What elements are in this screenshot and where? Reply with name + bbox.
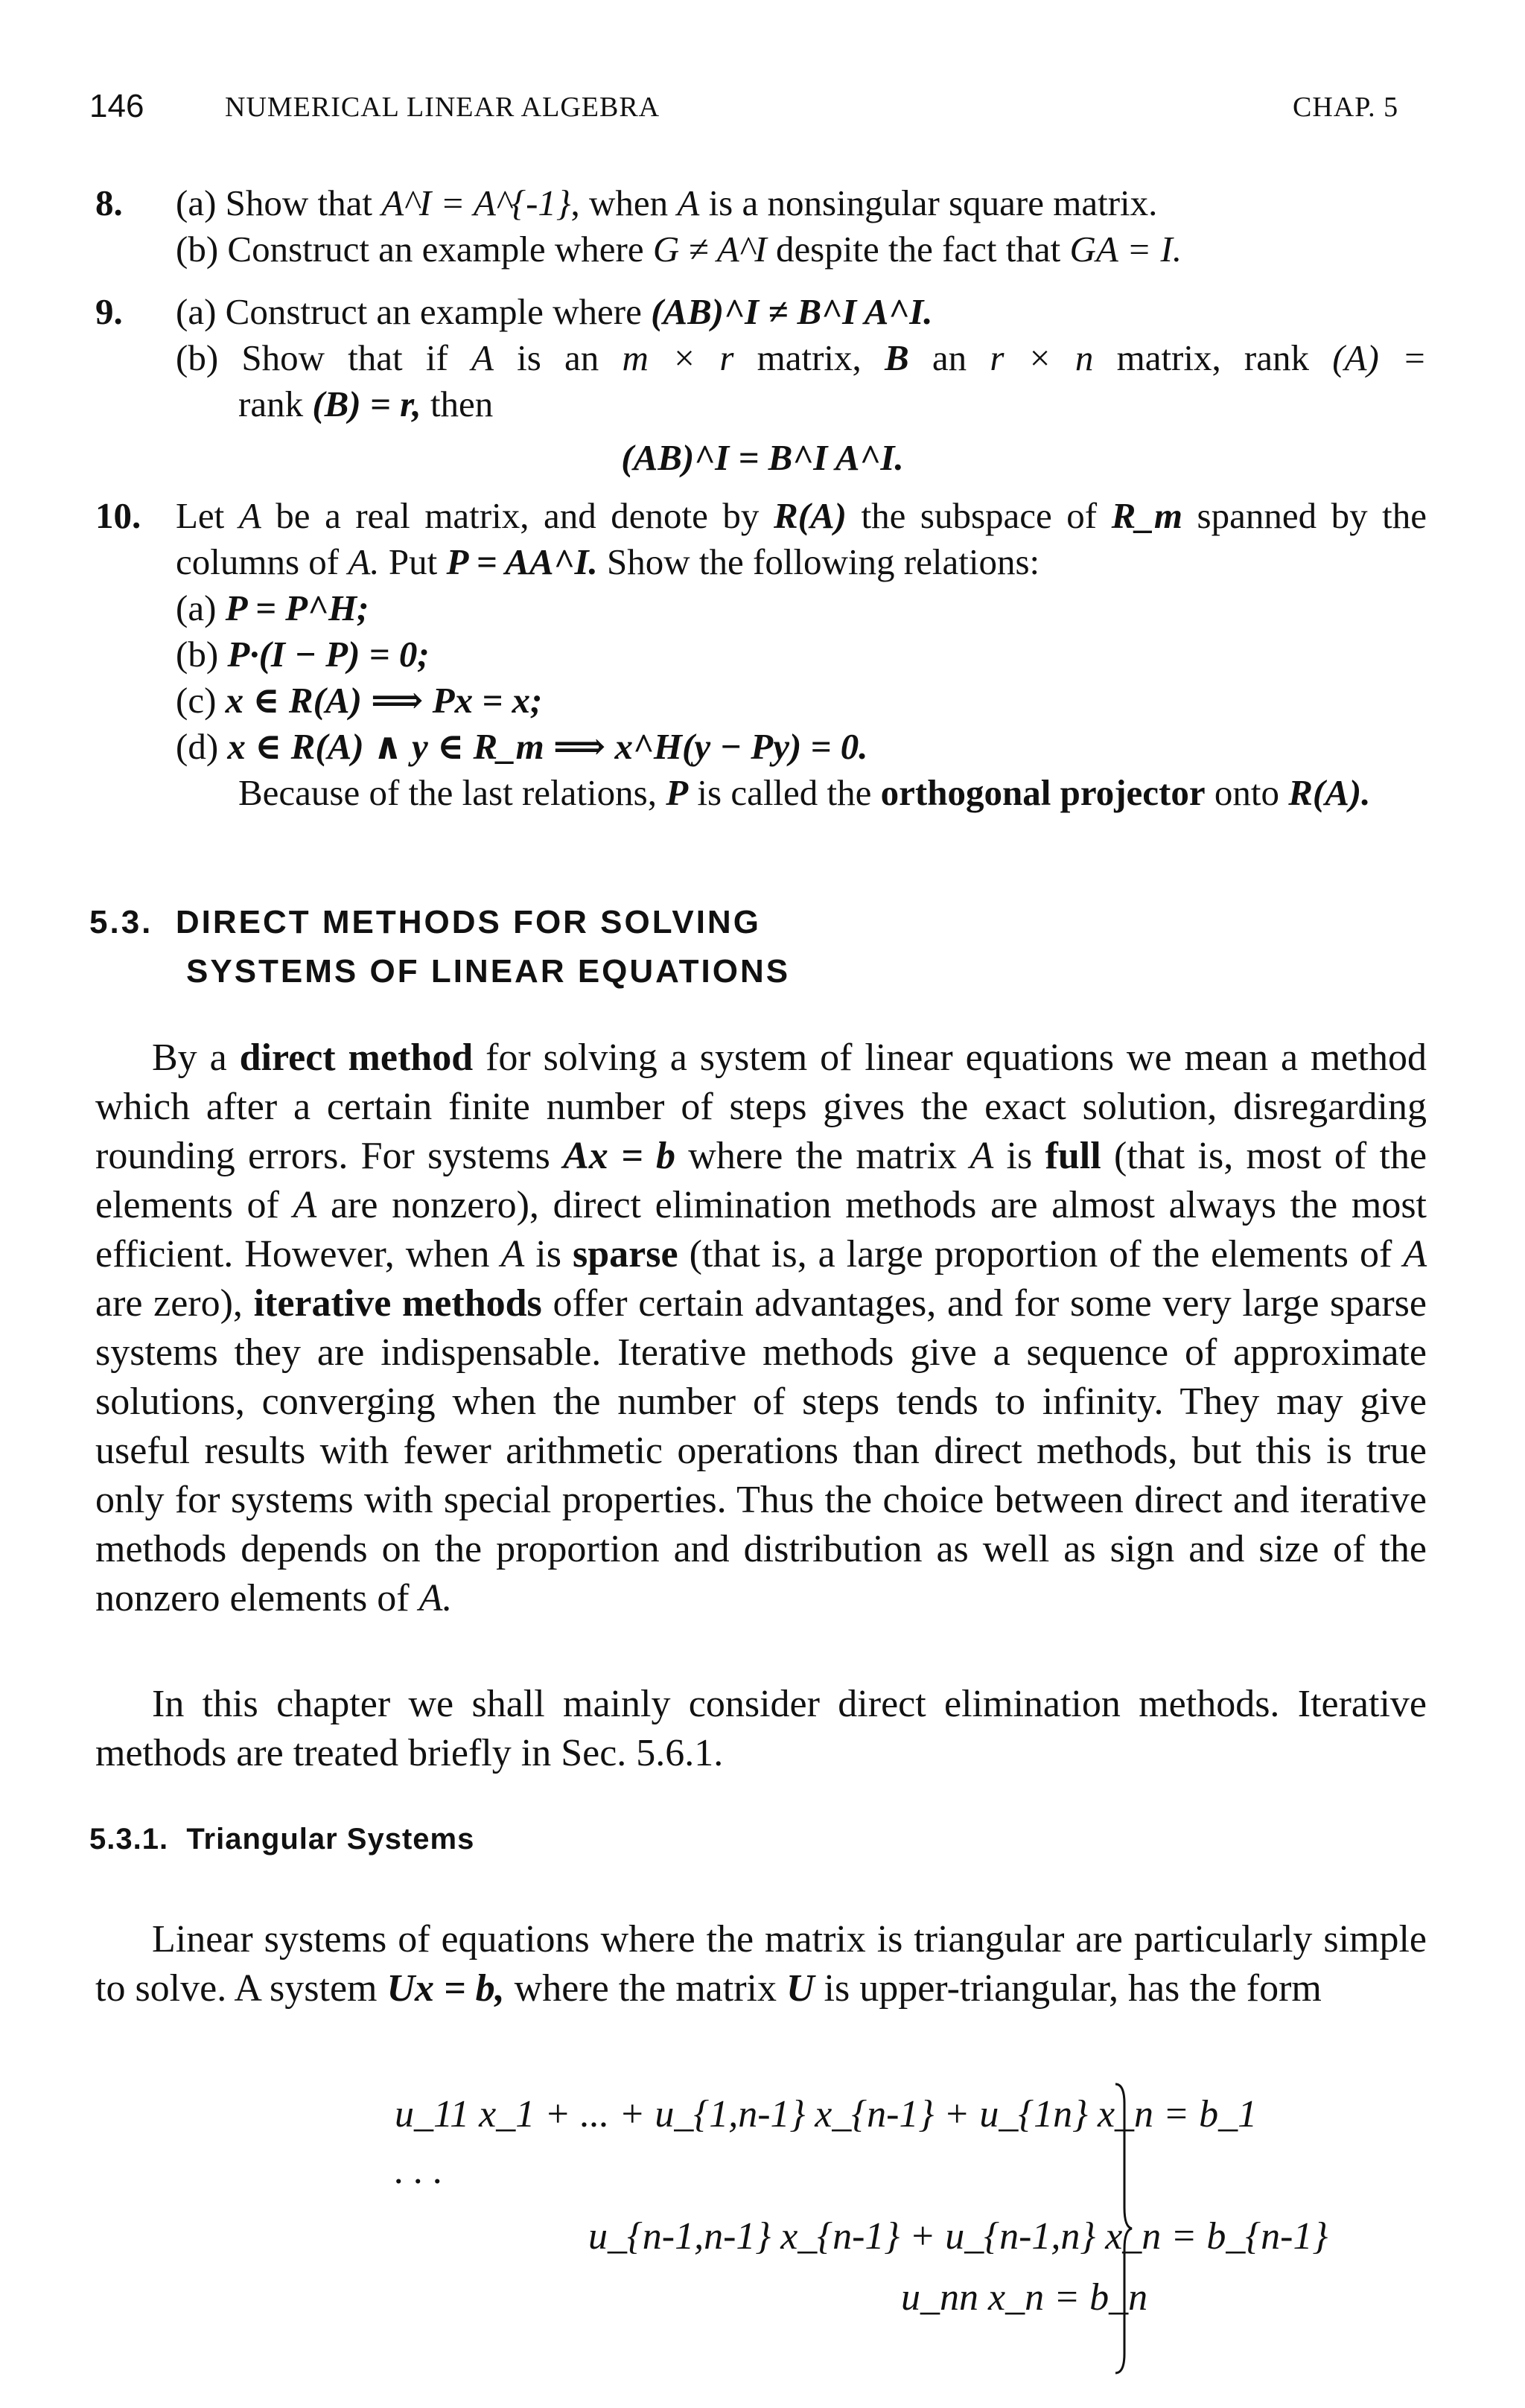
running-title: NUMERICAL LINEAR ALGEBRA bbox=[225, 92, 660, 123]
subsection-title: Triangular Systems bbox=[186, 1823, 475, 1856]
subsection-number: 5.3.1. bbox=[89, 1823, 169, 1856]
exercise-number: 8. bbox=[95, 182, 123, 223]
equation-row-1: u_11 x_1 + ... + u_{1,n-1} x_{n-1} + u_{1n} x_n = b_1 bbox=[395, 2093, 1258, 2135]
subsection-heading bbox=[89, 1823, 474, 1856]
exercise-10: 10. bbox=[95, 495, 141, 536]
exercise-10-intro-line2: columns of A. Put P = AA^I. Show the following relations: bbox=[176, 541, 1040, 582]
section-heading bbox=[89, 898, 790, 996]
math-inline: A^I = A^{-1} bbox=[381, 182, 571, 223]
exercise-8a: (a) Show that A^I = A^{-1}, when A is a nonsingular square matrix. bbox=[176, 182, 1158, 223]
section-title: DIRECT METHODS FOR SOLVING bbox=[175, 904, 761, 940]
exercise-8b: (b) Construct an example where G ≠ A^I despite the fact that GA = I. bbox=[176, 229, 1182, 270]
exercise-9: 9. bbox=[95, 291, 123, 332]
term-sparse: sparse bbox=[573, 1233, 678, 1275]
term-full: full bbox=[1045, 1135, 1101, 1177]
chapter-label: CHAP. 5 bbox=[1293, 92, 1399, 123]
section-title-line2: SYSTEMS OF LINEAR EQUATIONS bbox=[186, 953, 791, 990]
exercise-9b-line2: rank (B) = r, then bbox=[238, 383, 494, 424]
right-brace bbox=[1112, 2081, 1135, 2376]
page-number: 146 bbox=[89, 88, 144, 124]
equation-row-4: u_nn x_n = b_n bbox=[901, 2276, 1148, 2319]
term-direct-method: direct method bbox=[239, 1036, 474, 1079]
section-number: 5.3. bbox=[89, 904, 153, 940]
paragraph-direct-methods: By a direct method for solving a system of linear equations we mean a method which after a certain finite number of steps gives the exact solution, disregarding rounding errors. For systems Ax = b where the matrix A is full (that is, most of the elements of A are nonzero), direct elimination methods are almost always the most efficient. However, when A is sparse (that is, a large proportion of the elements of A are zero), iterative methods offer certain advantages, and for some very large sparse systems they are indispensable. Iterative methods give a sequence of approximate solutions, converging when the number of steps tends to infinity. They may give useful results with fewer arithmetic operations than direct methods, but this is true only for systems with special properties. Thus the choice between direct and iterative methods depends on the proportion and distribution as well as sign and size of the nonzero elements of A. bbox=[95, 1036, 1427, 1619]
equation-row-3: u_{n-1,n-1} x_{n-1} + u_{n-1,n} x_n = b_{n-1} bbox=[588, 2215, 1328, 2258]
paragraph-triangular: Linear systems of equations where the matrix is triangular are particularly simple to solve. A system Ux = b, where the matrix U is upper-triangular, has the form bbox=[95, 1918, 1427, 2010]
paragraph-chapter-scope: In this chapter we shall mainly consider direct elimination methods. Iterative methods are treated briefly in Sec. 5.6.1. bbox=[95, 1683, 1427, 1774]
display-equation: (AB)^I = B^I A^I. bbox=[621, 437, 904, 478]
exercise-10c: (c) x ∈ R(A) ⟹ Px = x; bbox=[176, 680, 543, 721]
equation-dots: . . . bbox=[395, 2150, 443, 2192]
exercise-9b: (b) Show that if A is an m × r matrix, B an r × n matrix, rank (A) = bbox=[176, 337, 1427, 378]
exercise-10d: (d) x ∈ R(A) ∧ y ∈ R_m ⟹ x^H(y − Py) = 0. bbox=[176, 726, 868, 767]
term-iterative-methods: iterative methods bbox=[253, 1282, 542, 1325]
exercise-9a: (a) Construct an example where (AB)^I ≠ B^I A^I. bbox=[176, 291, 933, 332]
exercise-10-note: Because of the last relations, P is called the orthogonal projector onto R(A). bbox=[238, 772, 1371, 813]
exercise-10a: (a) P = P^H; bbox=[176, 587, 369, 628]
exercise-10-intro: Let A be a real matrix, and denote by R(A) the subspace of R_m spanned by the bbox=[176, 495, 1427, 536]
exercise-10b: (b) P·(I − P) = 0; bbox=[176, 634, 430, 675]
exercise-8 bbox=[95, 180, 123, 226]
